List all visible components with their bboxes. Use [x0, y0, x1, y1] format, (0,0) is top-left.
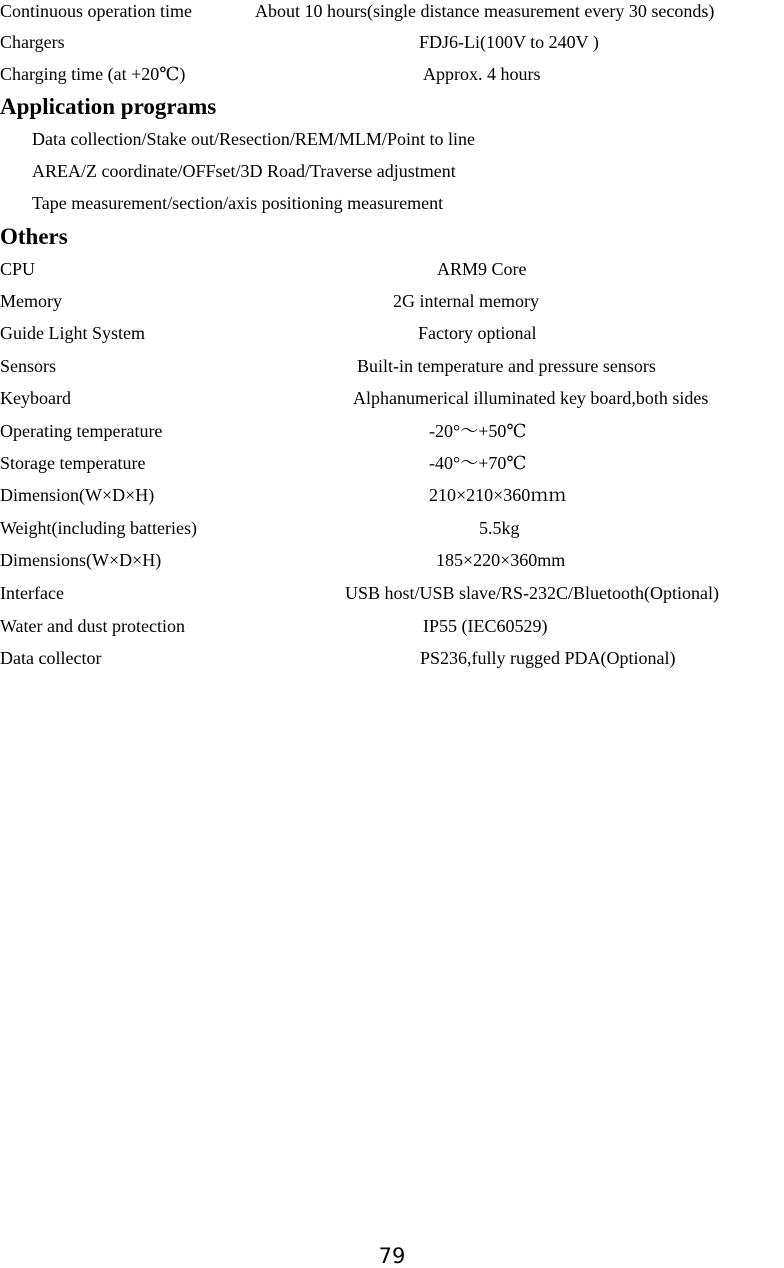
spec-value-interface: USB host/USB slave/RS-232C/Bluetooth(Optional) — [345, 583, 720, 603]
spec-value-storage-temperature: -40°～+70℃ — [429, 453, 527, 473]
spec-value-memory: 2G internal memory — [393, 291, 539, 311]
spec-value-guide-light: Factory optional — [418, 323, 537, 343]
spec-value-keyboard: Alphanumerical illuminated key board,both sides — [353, 388, 709, 408]
spec-label-guide-light: Guide Light System — [0, 323, 145, 343]
application-program-item: Tape measurement/section/axis positioning measurement — [32, 193, 444, 213]
spec-label-charging-time: Charging time (at +20℃) — [0, 64, 186, 84]
application-program-item: AREA/Z coordinate/OFFset/3D Road/Traverse adjustment — [32, 161, 456, 181]
spec-label-data-collector: Data collector — [0, 648, 102, 668]
spec-value-water-dust-protection: IP55 (IEC60529) — [423, 616, 548, 636]
spec-label-weight: Weight(including batteries) — [0, 518, 197, 538]
spec-label-operating-temperature: Operating temperature — [0, 421, 163, 441]
spec-label-storage-temperature: Storage temperature — [0, 453, 146, 473]
application-program-item: Data collection/Stake out/Resection/REM/MLM/Point to line — [32, 129, 475, 149]
spec-value-dimension: 210×210×360ｍｍ — [429, 485, 567, 505]
spec-label-keyboard: Keyboard — [0, 388, 71, 408]
spec-label-dimensions: Dimensions(W×D×H) — [0, 550, 162, 570]
spec-value-sensors: Built-in temperature and pressure sensors — [357, 356, 656, 376]
spec-value-continuous-operation: About 10 hours(single distance measurement every 30 seconds) — [255, 1, 715, 21]
spec-label-memory: Memory — [0, 291, 62, 311]
spec-value-dimensions: 185×220×360mm — [436, 550, 566, 570]
spec-label-sensors: Sensors — [0, 356, 57, 376]
section-heading-application-programs: Application programs — [0, 94, 217, 119]
spec-label-water-dust-protection: Water and dust protection — [0, 616, 185, 636]
section-heading-others: Others — [0, 224, 68, 249]
spec-value-chargers: FDJ6-Li(100V to 240V ) — [419, 32, 599, 52]
spec-value-charging-time: Approx. 4 hours — [423, 64, 541, 84]
spec-label-chargers: Chargers — [0, 32, 65, 52]
spec-label-dimension: Dimension(W×D×H) — [0, 485, 155, 505]
spec-value-operating-temperature: -20°～+50℃ — [429, 421, 527, 441]
spec-value-data-collector: PS236,fully rugged PDA(Optional) — [420, 648, 676, 668]
page-number: 79 — [378, 1244, 406, 1268]
spec-label-continuous-operation: Continuous operation time — [0, 1, 192, 21]
spec-label-interface: Interface — [0, 583, 64, 603]
spec-value-cpu: ARM9 Core — [437, 259, 527, 279]
spec-value-weight: 5.5kg — [479, 518, 520, 538]
spec-label-cpu: CPU — [0, 259, 36, 279]
